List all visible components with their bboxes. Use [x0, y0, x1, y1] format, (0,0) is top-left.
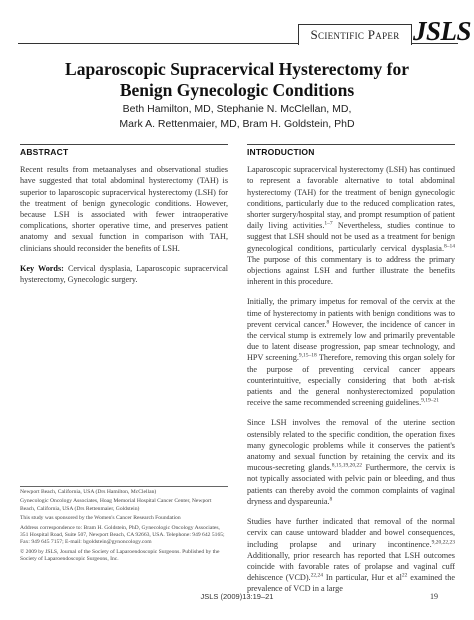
article-authors [20, 102, 454, 132]
note-affiliation-2: Gynecologic Oncology Associates, Hoag Memorial Hospital Cancer Center, Newport Beach, California, USA (Drs Rettenmaier, Goldstein) [20, 498, 212, 512]
article-title [20, 59, 454, 101]
intro-paragraph-1: Laparoscopic supracervical hysterectomy (LSH) has continued to represent a favorable alternative to total abdominal hysterectomy (TAH) for the treatment of benign gynecologic conditions, particularly due to the reduced complication rates, shorter surgery/hospital stay, and prompt resumption of patient daily living activities.$^{1-7}$ Nevertheless, studies continue to suggest that LSH should not be used as a treatment for benign gynecological conditions, particularly cervical dysplasia.$^{8-14}$ The purpose of this commentary is to address the primary objections against LSH and further illustrate the benefits inherent in this procedure. [247, 165, 455, 287]
note-affiliation-1: Newport Beach, California, USA (Drs Hamilton, McClellan) [20, 489, 157, 495]
intro-paragraph-4: Studies have further indicated that removal of the normal cervix can cause untoward bladder and bowel consequences, including prolapse and urinary incontinence.$^{9,20,22,23}$ Additionally, prior research has reported that LSH outcomes coincide with favorable rates of prolapse and vaginal cuff dehiscence (VCD).$^{22,24}$ In particular, Hur et $al^{22}$ examined the prevalence of VCD in a large [247, 517, 455, 594]
note-sponsor: This study was sponsored by the Women's Cancer Research Foundation [20, 515, 181, 522]
right-column [247, 144, 455, 604]
note-correspondence: Address correspondence to: Bram H. Goldstein, PhD, Gynecologic Oncology Associates, 351 Hospital Road, Suite 507, Newport Beach, CA 92663, USA. Telephone: 949 642 5165; Fax: 949 645 7157; E-mail: bgoldstein@gynoncology.com [20, 524, 225, 546]
title-line-2: Benign Gynecologic Conditions [119, 80, 355, 100]
introduction-heading: INTRODUCTION [247, 144, 455, 158]
keywords-label: Key Words: [20, 263, 64, 273]
authors-line-1: Beth Hamilton, MD, Stephanie N. McClellan, MD, [122, 103, 352, 115]
page-number: 19 [430, 592, 438, 601]
keywords-text: Cervical dysplasia, Laparoscopic supracervical hysterectomy, Gynecologic surgery. [20, 263, 228, 285]
intro-paragraph-2: Initially, the primary impetus for removal of the cervix at the time of hysterectomy in patients with benign conditions was to prevent cervical cancer.$^8$ However, the incidence of cancer in the cervical stump is extremely low and primarily preventable due to latent disease progression, pap smear technology, and HPV screening.$^{9,15-18}$ Therefore, removing this organ solely for the purpose of preventing cervical cancer appears counterintuitive, especially considering that both at-risk patients and the general nonhysterectomized population receive the same recommended screening guidelines.$^{9,19-21}$ [247, 297, 455, 408]
keywords [20, 263, 228, 285]
notes-rule [20, 486, 228, 487]
authors-line-2: Mark A. Rettenmaier, MD, Bram H. Goldstein, PhD [119, 118, 355, 130]
author-notes [20, 486, 228, 566]
abstract-heading: ABSTRACT [20, 144, 228, 158]
left-column [20, 144, 228, 294]
journal-logo: JSLS [413, 16, 472, 46]
title-line-1: Laparoscopic Supracervical Hysterectomy for [65, 59, 409, 79]
journal-header [18, 16, 472, 46]
footer-citation: JSLS (2009)13:19–21 [200, 592, 274, 601]
section-label: Scientific Paper [298, 24, 412, 45]
abstract-body: Recent results from metaanalyses and observational studies have suggested that total abdominal hysterectomy (TAH) is superior to laparoscopic supracervical hysterectomy (LSH) for the treatment of benign gynecologic conditions. However, because LSH is associated with fewer intraoperative complications, shorter operative time, and preserves patient anatomy and sexual function in comparison with TAH, clinicians should reconsider the benefits of LSH. [20, 165, 228, 253]
intro-paragraph-3: Since LSH involves the removal of the uterine section ostensibly related to the specific condition, the operation fixes many gynecologic problems while it conserves the patient's anatomy and sexual function by retaining the cervix and its mucous-secreting glands.$^{8,15,19,20,22}$ Furthermore, the cervix is not typically associated with pelvic pain or bleeding, and thus patients can thereby avoid the common complaints of vaginal dryness and dyspareunia.$^8$ [247, 418, 455, 506]
note-copyright: © 2009 by JSLS, Journal of the Society of Laparoendoscopic Surgeons. Published by the Society of Laparoendoscopic Surgeons, Inc. [20, 548, 220, 563]
